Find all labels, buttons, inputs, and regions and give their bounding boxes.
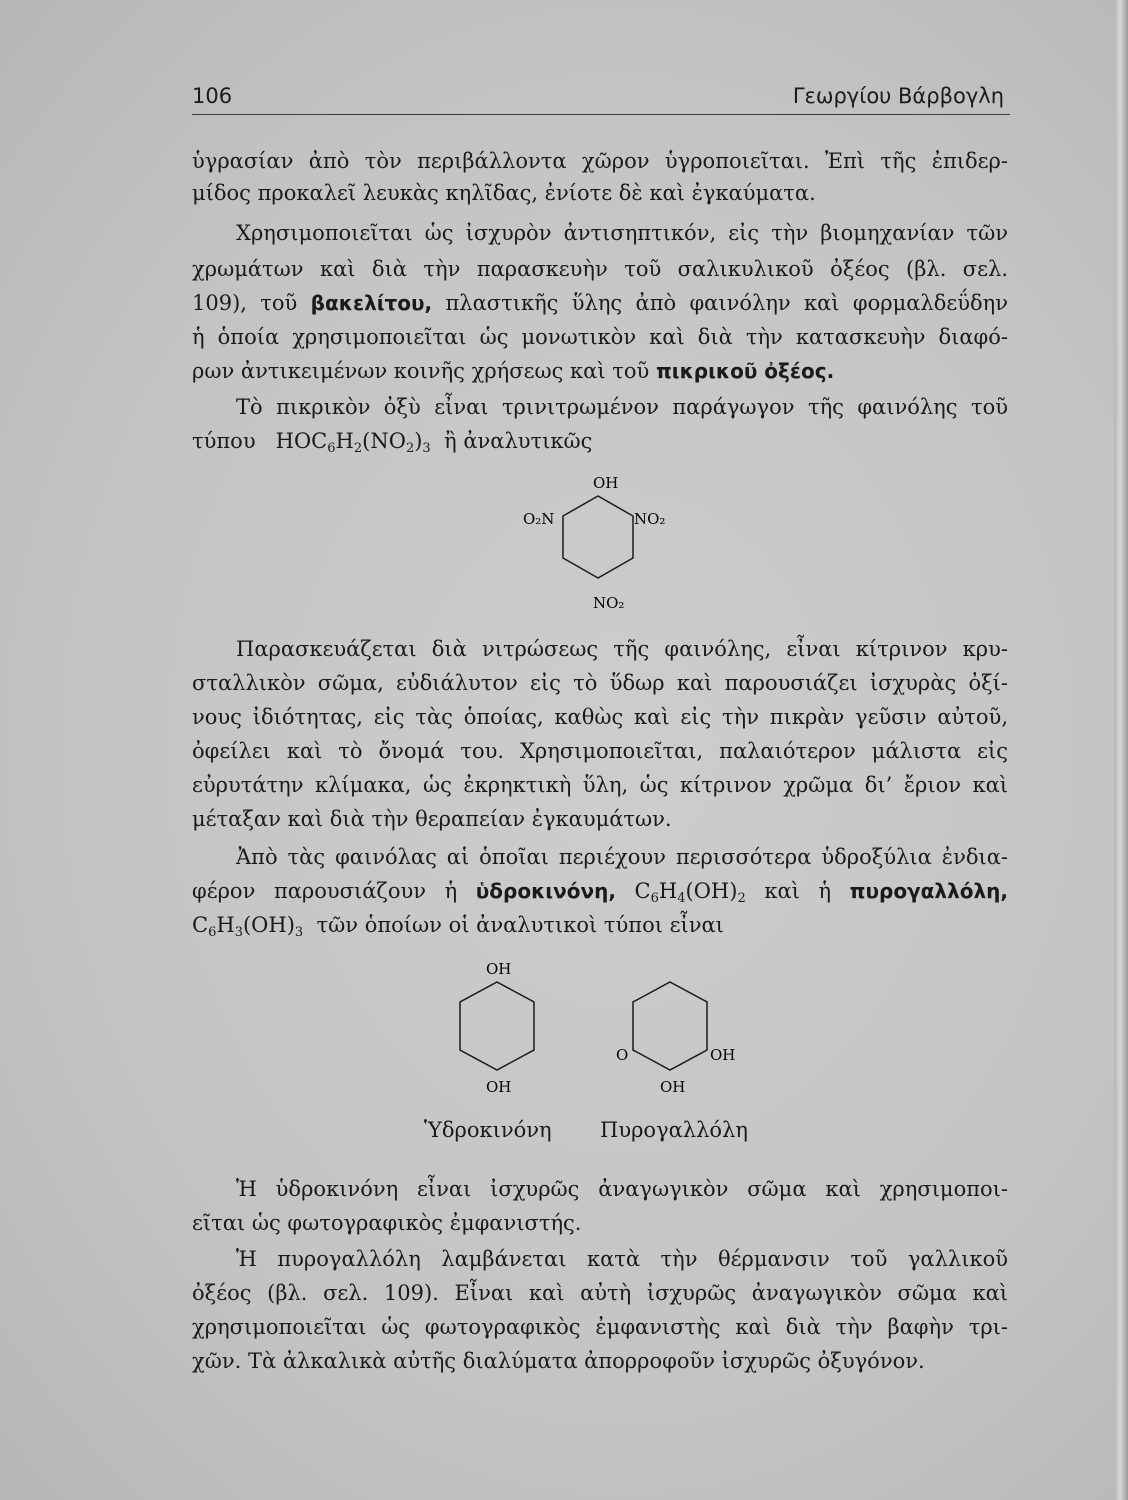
text-span: τῶν ὁποίων οἱ ἀναλυτικοὶ τύποι εἶναι	[316, 913, 724, 937]
text-line: χρησιμοποιεῖται ὡς φωτογραφικὸς ἐμφανιστὴς καὶ διὰ τὴν βαφὴν τρι-	[192, 1315, 1008, 1339]
text-line: εὐρυτάτην κλίμακα, ὡς ἐκρηκτικὴ ὕλη, ὡς κίτρινον χρῶμα δι’ ἔριον καὶ	[192, 773, 1008, 797]
formula-picric-acid: $HOC_6H_2(NO_2)_3$	[275, 429, 431, 456]
oh-label: OH	[486, 1078, 512, 1096]
term-bakelite: βακελίτου,	[310, 291, 433, 315]
page-number: 106	[192, 84, 233, 108]
text-line: μέταξαν καὶ διὰ τὴν θεραπείαν ἐγκαυμάτων.	[192, 807, 672, 831]
oh-label: OH	[710, 1046, 736, 1064]
o-label: O	[616, 1046, 629, 1064]
text-line: ὀφείλει καὶ τὸ ὄνομά του. Χρησιμοποιεῖται, παλαιότερον μάλιστα εἰς	[192, 739, 1008, 763]
text-line: Τὸ πικρικὸν ὀξὺ εἶναι τρινιτρωμένον παράγωγον τῆς φαινόλης τοῦ	[236, 395, 1008, 419]
term-pyrogallol: πυρογαλλόλη,	[849, 879, 1008, 903]
text-line: χρωμάτων καὶ διὰ τὴν παρασκευὴν τοῦ σαλικυλικοῦ ὀξέος (βλ. σελ.	[192, 257, 1008, 281]
page-header	[192, 80, 1010, 115]
text-span: 109), τοῦ	[192, 291, 298, 315]
text-line: σταλλικὸν σῶμα, εὐδιάλυτον εἰς τὸ ὕδωρ καὶ παρουσιάζει ἰσχυρὰς ὀξί-	[192, 671, 1008, 695]
text-span: τύπου	[192, 429, 256, 453]
text-line: μίδος προκαλεῖ λευκὰς κηλῖδας, ἐνίοτε δὲ καὶ ἐγκαύματα.	[192, 181, 816, 205]
no2-label: NO₂	[593, 594, 625, 612]
benzene-ring	[633, 982, 707, 1070]
text-span: φέρον παρουσιάζουν ἡ	[192, 879, 458, 903]
text-line: χῶν. Τὰ ἀλκαλικὰ αὐτῆς διαλύματα ἀπορροφοῦν ἰσχυρῶς ὀξυγόνον.	[192, 1349, 925, 1373]
caption-hydroquinone: Ὑδροκινόνη	[424, 1118, 552, 1142]
caption-pyrogallol: Πυρογαλλόλη	[600, 1118, 748, 1142]
benzene-ring	[460, 982, 534, 1070]
text-line	[192, 910, 1008, 940]
benzene-ring	[563, 496, 633, 578]
text-line: νους ἰδιότητας, εἰς τὰς ὁποίας, καθὼς καὶ εἰς τὴν πικρὰν γεῦσιν αὐτοῦ,	[192, 705, 1008, 729]
page-edge	[1114, 0, 1128, 1500]
text-line: Παρασκευάζεται διὰ νιτρώσεως τῆς φαινόλης, εἶναι κίτρινον κρυ-	[236, 637, 1008, 661]
text-line: εῖται ὡς φωτογραφικὸς ἐμφανιστής.	[192, 1211, 582, 1235]
text-line: Χρησιμοποιεῖται ὡς ἰσχυρὸν ἀντισηπτικόν, εἰς τὴν βιομηχανίαν τῶν	[236, 221, 1008, 245]
text-line: Ἡ ὑδροκινόνη εἶναι ἰσχυρῶς ἀναγωγικὸν σῶμα καὶ χρησιμοποι-	[236, 1177, 1008, 1201]
text-line	[192, 356, 1008, 386]
text-line: ὀξέος (βλ. σελ. 109). Εἶναι καὶ αὐτὴ ἰσχυρῶς ἀναγωγικὸν σῶμα καὶ	[192, 1281, 1008, 1305]
text-line: Ἡ πυρογαλλόλη λαμβάνεται κατὰ τὴν θέρμανσιν τοῦ γαλλικοῦ	[236, 1247, 1008, 1271]
formula-pyrogallol: $C_6H_3(OH)_3$	[192, 913, 304, 940]
formula-hydroquinone: $C_6H_4(OH)_2$	[634, 879, 746, 906]
o2n-label: O₂N	[523, 510, 555, 528]
text-span: ἢ ἀναλυτικῶς	[444, 429, 593, 453]
text-line: ὑγρασίαν ἀπὸ τὸν περιβάλλοντα χῶρον ὑγροποιεῖται. Ἐπὶ τῆς ἐπιδερ-	[192, 149, 1008, 173]
text-span: πλαστικῆς ὕλης ἀπὸ φαινόλην καὶ φορμαλδεΰδην	[445, 291, 1008, 315]
text-span: ρων ἀντικειμένων κοινῆς χρήσεως καὶ τοῦ	[192, 359, 650, 383]
text-line	[192, 288, 1008, 318]
text-line: Ἀπὸ τὰς φαινόλας αἱ ὁποῖαι περιέχουν περισσότερα ὑδροξύλια ἐνδια-	[236, 845, 1008, 869]
running-title: Γεωργίου Βάρβογλη	[792, 84, 1004, 108]
pyrogallol-structure	[616, 982, 735, 1096]
hydroquinone-pyrogallol-structures	[420, 950, 800, 1100]
term-picric-acid: πικρικοῦ ὀξέος.	[655, 359, 835, 383]
oh-label: OH	[660, 1078, 686, 1096]
text-line	[192, 876, 1008, 906]
term-hydroquinone: ὑδροκινόνη,	[475, 879, 616, 903]
oh-label: OH	[593, 474, 619, 492]
text-line	[192, 426, 1008, 456]
text-line: ἡ ὁποία χρησιμοποιεῖται ὡς μονωτικὸν καὶ διὰ τὴν κατασκευὴν διαφό-	[192, 325, 1008, 349]
no2-label: NO₂	[634, 510, 666, 528]
oh-label: OH	[486, 960, 512, 978]
picric-acid-structure	[505, 468, 705, 616]
hydroquinone-structure	[460, 960, 534, 1096]
text-span: καὶ ἡ	[764, 879, 832, 903]
